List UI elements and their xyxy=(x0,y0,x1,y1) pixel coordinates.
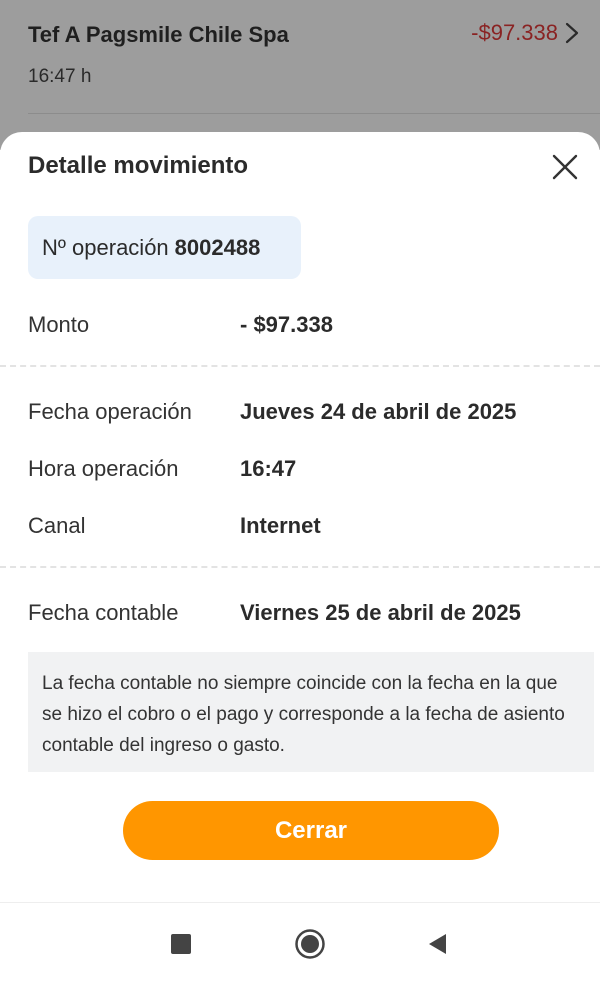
detail-row-amount xyxy=(28,308,590,342)
detail-value: Internet xyxy=(240,513,321,538)
detail-value: Jueves 24 de abril de 2025 xyxy=(240,399,517,424)
circle-icon xyxy=(294,928,326,960)
detail-value: 16:47 xyxy=(240,456,297,481)
detail-value: - $97.338 xyxy=(240,312,333,337)
operation-number: 8002488 xyxy=(174,234,261,260)
triangle-back-icon xyxy=(425,932,449,956)
background-transaction-item[interactable] xyxy=(0,0,600,150)
operation-number-badge xyxy=(28,216,301,279)
detail-label: Fecha operación xyxy=(28,399,192,424)
detail-row-operation-date xyxy=(28,395,590,429)
divider xyxy=(28,113,600,114)
operation-label: Nº operación xyxy=(42,234,169,260)
detail-value: Viernes 25 de abril de 2025 xyxy=(240,600,521,625)
dashed-divider xyxy=(0,566,600,568)
home-button[interactable] xyxy=(293,927,327,961)
chevron-right-icon xyxy=(562,22,582,44)
detail-row-accounting-date xyxy=(28,596,590,630)
accounting-date-note: La fecha contable no siempre coincide con la fecha en la que se hizo el cobro o el pago y corresponde a la fecha de asiento contable del ingreso o gasto. xyxy=(28,652,594,772)
back-button[interactable] xyxy=(420,927,454,961)
square-icon xyxy=(170,933,192,955)
detail-label: Monto xyxy=(28,312,90,337)
detail-row-channel xyxy=(28,509,590,543)
transaction-amount: -$97.338 xyxy=(471,20,558,45)
close-icon xyxy=(548,150,582,184)
detail-row-operation-time xyxy=(28,452,590,486)
dashed-divider xyxy=(0,365,600,367)
transaction-time: 16:47 h xyxy=(28,66,92,87)
detail-label: Fecha contable xyxy=(28,600,179,625)
system-navigation-bar xyxy=(0,902,600,985)
detail-label: Hora operación xyxy=(28,456,179,481)
detail-label: Canal xyxy=(28,513,86,538)
close-button[interactable] xyxy=(548,150,582,184)
cerrar-button[interactable]: Cerrar xyxy=(123,801,499,860)
sheet-title: Detalle movimiento xyxy=(28,152,249,179)
transaction-title: Tef A Pagsmile Chile Spa xyxy=(28,22,289,47)
movement-detail-sheet xyxy=(0,132,600,902)
recents-button[interactable] xyxy=(164,927,198,961)
